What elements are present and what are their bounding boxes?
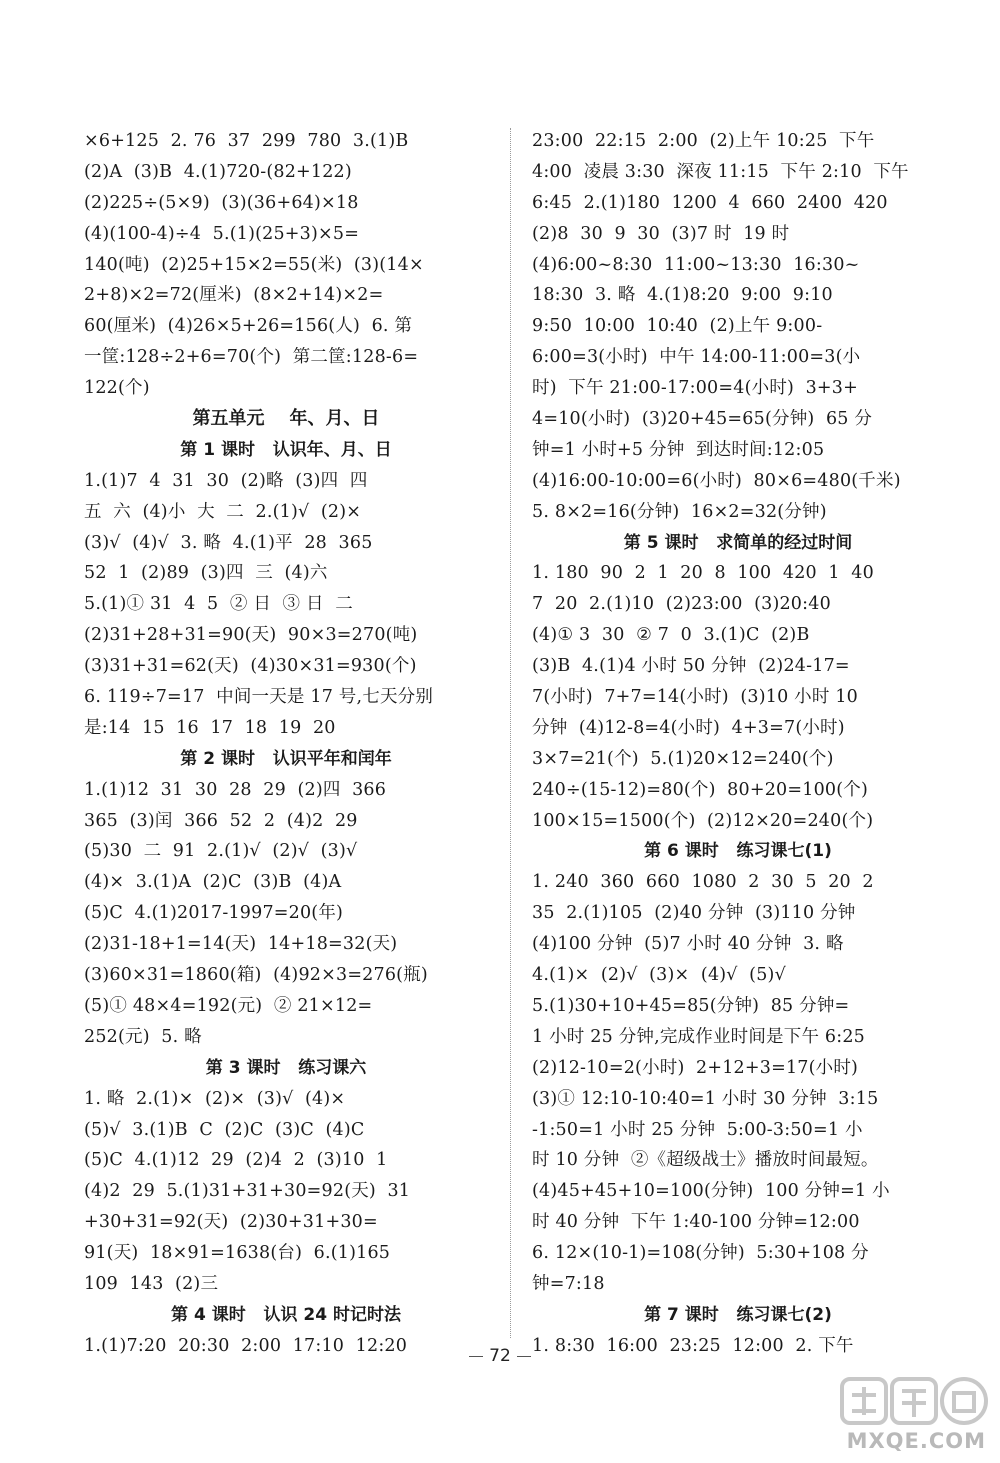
answer-line: (5)C 4.(1)2017-1997=20(年) [84, 903, 344, 924]
answer-line: +30+31=92(天) (2)30+31+30= [84, 1212, 378, 1233]
answer-line: 5.(1)① 31 4 5 ② 日 ③ 日 二 [84, 594, 353, 615]
answer-line: 4:00 凌晨 3:30 深夜 11:15 下午 2:10 下午 [532, 161, 909, 182]
answer-line: 91(天) 18×91=1638(台) 6.(1)165 [84, 1243, 391, 1264]
lesson-heading: 第 6 课时 练习课七(1) [644, 841, 832, 862]
answer-line: -1:50=1 小时 25 分钟 5:00-3:50=1 小 [532, 1119, 863, 1140]
page-number-dash-right [517, 1356, 531, 1357]
answer-line: 时) 下午 21:00-17:00=4(小时) 3+3+ [532, 378, 858, 399]
answer-line: 分钟 (4)12-8=4(小时) 4+3=7(小时) [532, 717, 845, 738]
page-number-dash-left [469, 1356, 483, 1357]
answer-line: 2+8)×2=72(厘米) (8×2+14)×2= [84, 285, 384, 306]
unit-heading: 第五单元 年、月、日 [192, 408, 380, 430]
answer-line: (4)100 分钟 (5)7 小时 40 分钟 3. 略 [532, 934, 844, 955]
answer-line: (3)B 4.(1)4 小时 50 分钟 (2)24-17= [532, 656, 850, 677]
answer-line: 5.(1)30+10+45=85(分钟) 85 分钟= [532, 995, 850, 1016]
answer-line: 6. 12×(10-1)=108(分钟) 5:30+108 分 [532, 1243, 869, 1264]
answer-line: 一筐:128÷2+6=70(个) 第二筐:128-6= [84, 347, 419, 368]
answer-line: 6:00=3(小时) 中午 14:00-11:00=3(小 [532, 347, 861, 368]
answer-line: (4)① 3 30 ② 7 0 3.(1)C (2)B [532, 625, 810, 646]
answer-line: 5. 8×2=16(分钟) 16×2=32(分钟) [532, 501, 827, 522]
page-number [460, 1346, 540, 1366]
answer-line: (2)8 30 9 30 (3)7 时 19 时 [532, 223, 790, 244]
answer-line: 140(吨) (2)25+15×2=55(米) (3)(14× [84, 254, 424, 275]
answer-line: 365 (3)闰 366 52 2 (4)2 29 [84, 810, 358, 831]
lesson-heading: 第 5 课时 求简单的经过时间 [623, 532, 853, 553]
answer-line: 6. 119÷7=17 中间一天是 17 号,七天分别 [84, 687, 434, 708]
answer-line: 109 143 (2)三 [84, 1273, 219, 1294]
answer-line: 6:45 2.(1)180 1200 4 660 2400 420 [532, 192, 888, 213]
lesson-heading: 第 7 课时 练习课七(2) [644, 1304, 832, 1325]
answer-line: 3×7=21(个) 5.(1)20×12=240(个) [532, 748, 834, 769]
answer-line: (5)C 4.(1)12 29 (2)4 2 (3)10 1 [84, 1150, 388, 1171]
answer-line: (5)√ 3.(1)B C (2)C (3)C (4)C [84, 1119, 365, 1140]
right-column [532, 126, 944, 1362]
answer-line: 240÷(15-12)=80(个) 80+20=100(个) [532, 779, 868, 800]
page-number-value: 72 [489, 1346, 511, 1366]
answer-line: 18:30 3. 略 4.(1)8:20 9:00 9:10 [532, 285, 833, 306]
answer-line: 1. 8:30 16:00 23:25 12:00 2. 下午 [532, 1335, 854, 1356]
left-column [84, 126, 488, 1362]
answer-line: (4)(100-4)÷4 5.(1)(25+3)×5= [84, 223, 360, 244]
answer-line: 4.(1)× (2)√ (3)× (4)√ (5)√ [532, 965, 786, 986]
answer-line: (3)60×31=1860(箱) (4)92×3=276(瓶) [84, 965, 428, 986]
answer-line: 100×15=1500(个) (2)12×20=240(个) [532, 810, 874, 831]
answer-line: (2)12-10=2(小时) 2+12+3=17(小时) [532, 1057, 859, 1078]
answer-line: 1 小时 25 分钟,完成作业时间是下午 6:25 [532, 1026, 866, 1047]
answer-line: (4)× 3.(1)A (2)C (3)B (4)A [84, 872, 342, 893]
lesson-heading: 第 3 课时 练习课六 [205, 1057, 367, 1078]
answer-line: 52 1 (2)89 (3)四 三 (4)六 [84, 563, 328, 584]
lesson-heading: 第 4 课时 认识 24 时记时法 [171, 1304, 401, 1325]
answer-line: (5)① 48×4=192(元) ② 21×12= [84, 995, 373, 1016]
watermark-logo-icon [840, 1375, 990, 1427]
answer-line: (2)31+28+31=90(天) 90×3=270(吨) [84, 625, 418, 646]
answer-line: (3)31+31=62(天) (4)30×31=930(个) [84, 656, 417, 677]
answer-line: 1.(1)7 4 31 30 (2)略 (3)四 四 [84, 470, 368, 491]
answer-line: (5)30 二 91 2.(1)√ (2)√ (3)√ [84, 841, 358, 862]
answer-line: 1.(1)7:20 20:30 2:00 17:10 12:20 [84, 1335, 408, 1356]
answer-line: (3)√ (4)√ 3. 略 4.(1)平 28 365 [84, 532, 373, 553]
answer-line: (4)45+45+10=100(分钟) 100 分钟=1 小 [532, 1181, 890, 1202]
answer-line: (2)31-18+1=14(天) 14+18=32(天) [84, 934, 398, 955]
answer-line: 1.(1)12 31 30 28 29 (2)四 366 [84, 779, 387, 800]
answer-line: 7 20 2.(1)10 (2)23:00 (3)20:40 [532, 594, 831, 615]
watermark [800, 1375, 990, 1455]
answer-line: 1. 240 360 660 1080 2 30 5 20 2 [532, 872, 874, 893]
answer-line: 钟=1 小时+5 分钟 到达时间:12:05 [532, 439, 825, 460]
answer-line: 钟=7:18 [532, 1273, 605, 1294]
answer-line: 时 40 分钟 下午 1:40-100 分钟=12:00 [532, 1212, 860, 1233]
answer-line: (4)2 29 5.(1)31+31+30=92(天) 31 [84, 1181, 411, 1202]
answer-line: (4)6:00~8:30 11:00~13:30 16:30~ [532, 254, 860, 275]
answer-line: 4=10(小时) (3)20+45=65(分钟) 65 分 [532, 409, 873, 430]
answer-line: 9:50 10:00 10:40 (2)上午 9:00- [532, 316, 823, 337]
answer-line: ×6+125 2. 76 37 299 780 3.(1)B [84, 131, 409, 151]
answer-line: (2)A (3)B 4.(1)720-(82+122) [84, 161, 352, 182]
answer-line: 122(个) [84, 378, 150, 399]
answer-line: 五 六 (4)小 大 二 2.(1)√ (2)× [84, 501, 362, 522]
answer-line: 7(小时) 7+7=14(小时) (3)10 小时 10 [532, 687, 859, 708]
lesson-heading: 第 2 课时 认识平年和闰年 [180, 748, 392, 769]
answer-line: 60(厘米) (4)26×5+26=156(人) 6. 第 [84, 316, 413, 337]
answer-line: 1. 略 2.(1)× (2)× (3)√ (4)× [84, 1088, 346, 1109]
answer-line: 是:14 15 16 17 18 19 20 [84, 717, 336, 738]
watermark-site: MXQE.COM [846, 1429, 986, 1453]
answer-line: (3)① 12:10-10:40=1 小时 30 分钟 3:15 [532, 1088, 879, 1109]
lesson-heading: 第 1 课时 认识年、月、日 [180, 439, 392, 460]
answer-line: 1. 180 90 2 1 20 8 100 420 1 40 [532, 563, 874, 584]
answer-line: 35 2.(1)105 (2)40 分钟 (3)110 分钟 [532, 903, 856, 924]
column-divider [510, 128, 511, 1338]
answer-line: (4)16:00-10:00=6(小时) 80×6=480(千米) [532, 470, 901, 491]
answer-line: (2)225÷(5×9) (3)(36+64)×18 [84, 192, 359, 213]
answer-line: 252(元) 5. 略 [84, 1026, 202, 1047]
answer-line: 23:00 22:15 2:00 (2)上午 10:25 下午 [532, 131, 875, 151]
answer-line: 时 10 分钟 ②《超级战士》播放时间最短。 [532, 1150, 879, 1171]
